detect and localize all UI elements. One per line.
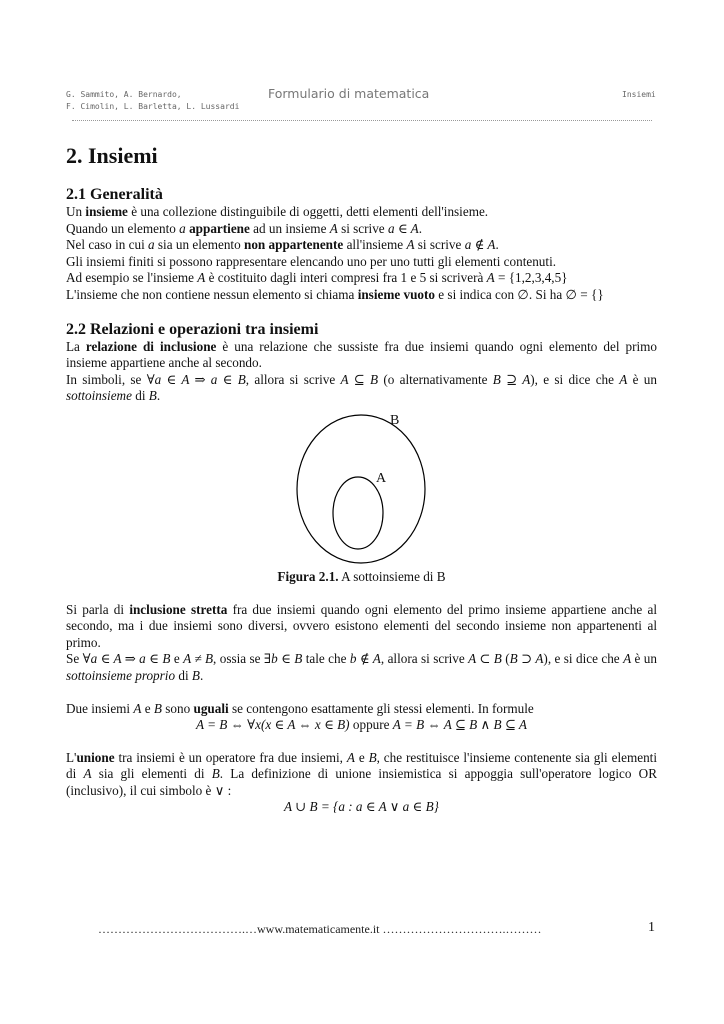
header-divider [72, 120, 652, 121]
paragraph-membership: Quando un elemento a appartiene ad un insieme A si scrive a ∈ A. [66, 220, 423, 236]
figure-caption: Figura 2.1. A sottoinsieme di B [277, 568, 446, 584]
paragraph-equal-sets: Due insiemi A e B sono uguali se contengono esattamente gli stessi elementi. In formule [66, 700, 534, 716]
venn-diagram [296, 413, 426, 565]
paragraph-strict-inclusion: Si parla di inclusione stretta fra due insiemi quando ogni elemento del primo insieme appartiene anche al secondo, ma i due insiemi sono diversi, ovvero esistono elementi del secondo insieme non appartenenti al primo. [66, 601, 657, 650]
paragraph-definition: Un insieme è una collezione distinguibile di oggetti, detti elementi dell'insieme. [66, 204, 489, 219]
header-section: Insiemi [622, 90, 656, 99]
paragraph-non-membership: Nel caso in cui a sia un elemento non appartenente all'insieme A si scrive a ∉ A. [66, 237, 499, 253]
paragraph-example: Ad esempio se l'insieme A è costituito dagli interi compresi fra 1 e 5 si scriverà A = {1,2,3,4,5} [66, 270, 568, 286]
header-title: Formulario di matematica [268, 86, 430, 101]
header-authors-line1: G. Sammito, A. Bernardo, [66, 90, 182, 99]
formula-equality: A = B ⇔ ∀x(x ∈ A ⇔ x ∈ B) oppure A = B ⇔ A ⊆ B ∧ B ⊆ A [196, 717, 527, 733]
paragraph-inclusion: La relazione di inclusione è una relazione che sussiste fra due insiemi quando ogni elemento del primo insieme appartiene anche al secondo. [66, 338, 657, 371]
formula-union: A ∪ B = {a : a ∈ A ∨ a ∈ B} [284, 799, 439, 815]
header-authors-line2: F. Cimolin, L. Barletta, L. Lussardi [66, 102, 240, 111]
section-title-generalita: 2.1 Generalità [66, 186, 163, 203]
paragraph-union: L'unione tra insiemi è un operatore fra due insiemi, A e B, che restituisce l'insieme contenente sia gli elementi di A sia gli elementi di B. La definizione di unione insiemistica si appoggia sull'operatore logico OR (inclusivo), il cui simbolo è ∨ : [66, 749, 658, 798]
paragraph-finite-sets: Gli insiemi finiti si possono rappresentare elencando uno per uno tutti gli elementi contenuti. [66, 253, 557, 269]
label-set-b: B [390, 412, 400, 428]
chapter-title: 2. Insiemi [66, 143, 158, 168]
page-content [66, 142, 657, 816]
paragraph-inclusion-symbols: In simboli, se ∀a ∈ A ⇒ a ∈ B, allora si scrive A ⊆ B (o alternativamente B ⊇ A), e si dice che A è un sottoinsieme di B. [66, 371, 657, 404]
section-title-relazioni: 2.2 Relazioni e operazioni tra insiemi [66, 320, 319, 338]
set-a-ellipse [333, 477, 383, 549]
page-number: 1 [648, 920, 655, 935]
set-b-ellipse [297, 412, 425, 563]
figure-subset-diagram [66, 413, 657, 565]
footer-website: ……………………………….…www.matematicamente.it ………………………….……… [98, 922, 542, 936]
paragraph-empty-set: L'insieme che non contiene nessun elemento si chiama insieme vuoto e si indica con ∅. Si ha ∅ = {} [66, 286, 604, 302]
label-set-a: A [376, 470, 387, 486]
paragraph-strict-inclusion-symbols: Se ∀a ∈ A ⇒ a ∈ B e A ≠ B, ossia se ∃b ∈ B tale che b ∉ A, allora si scrive A ⊂ B (B ⊃ A), e si dice che A è un sottoinsieme proprio di B. [66, 651, 657, 683]
